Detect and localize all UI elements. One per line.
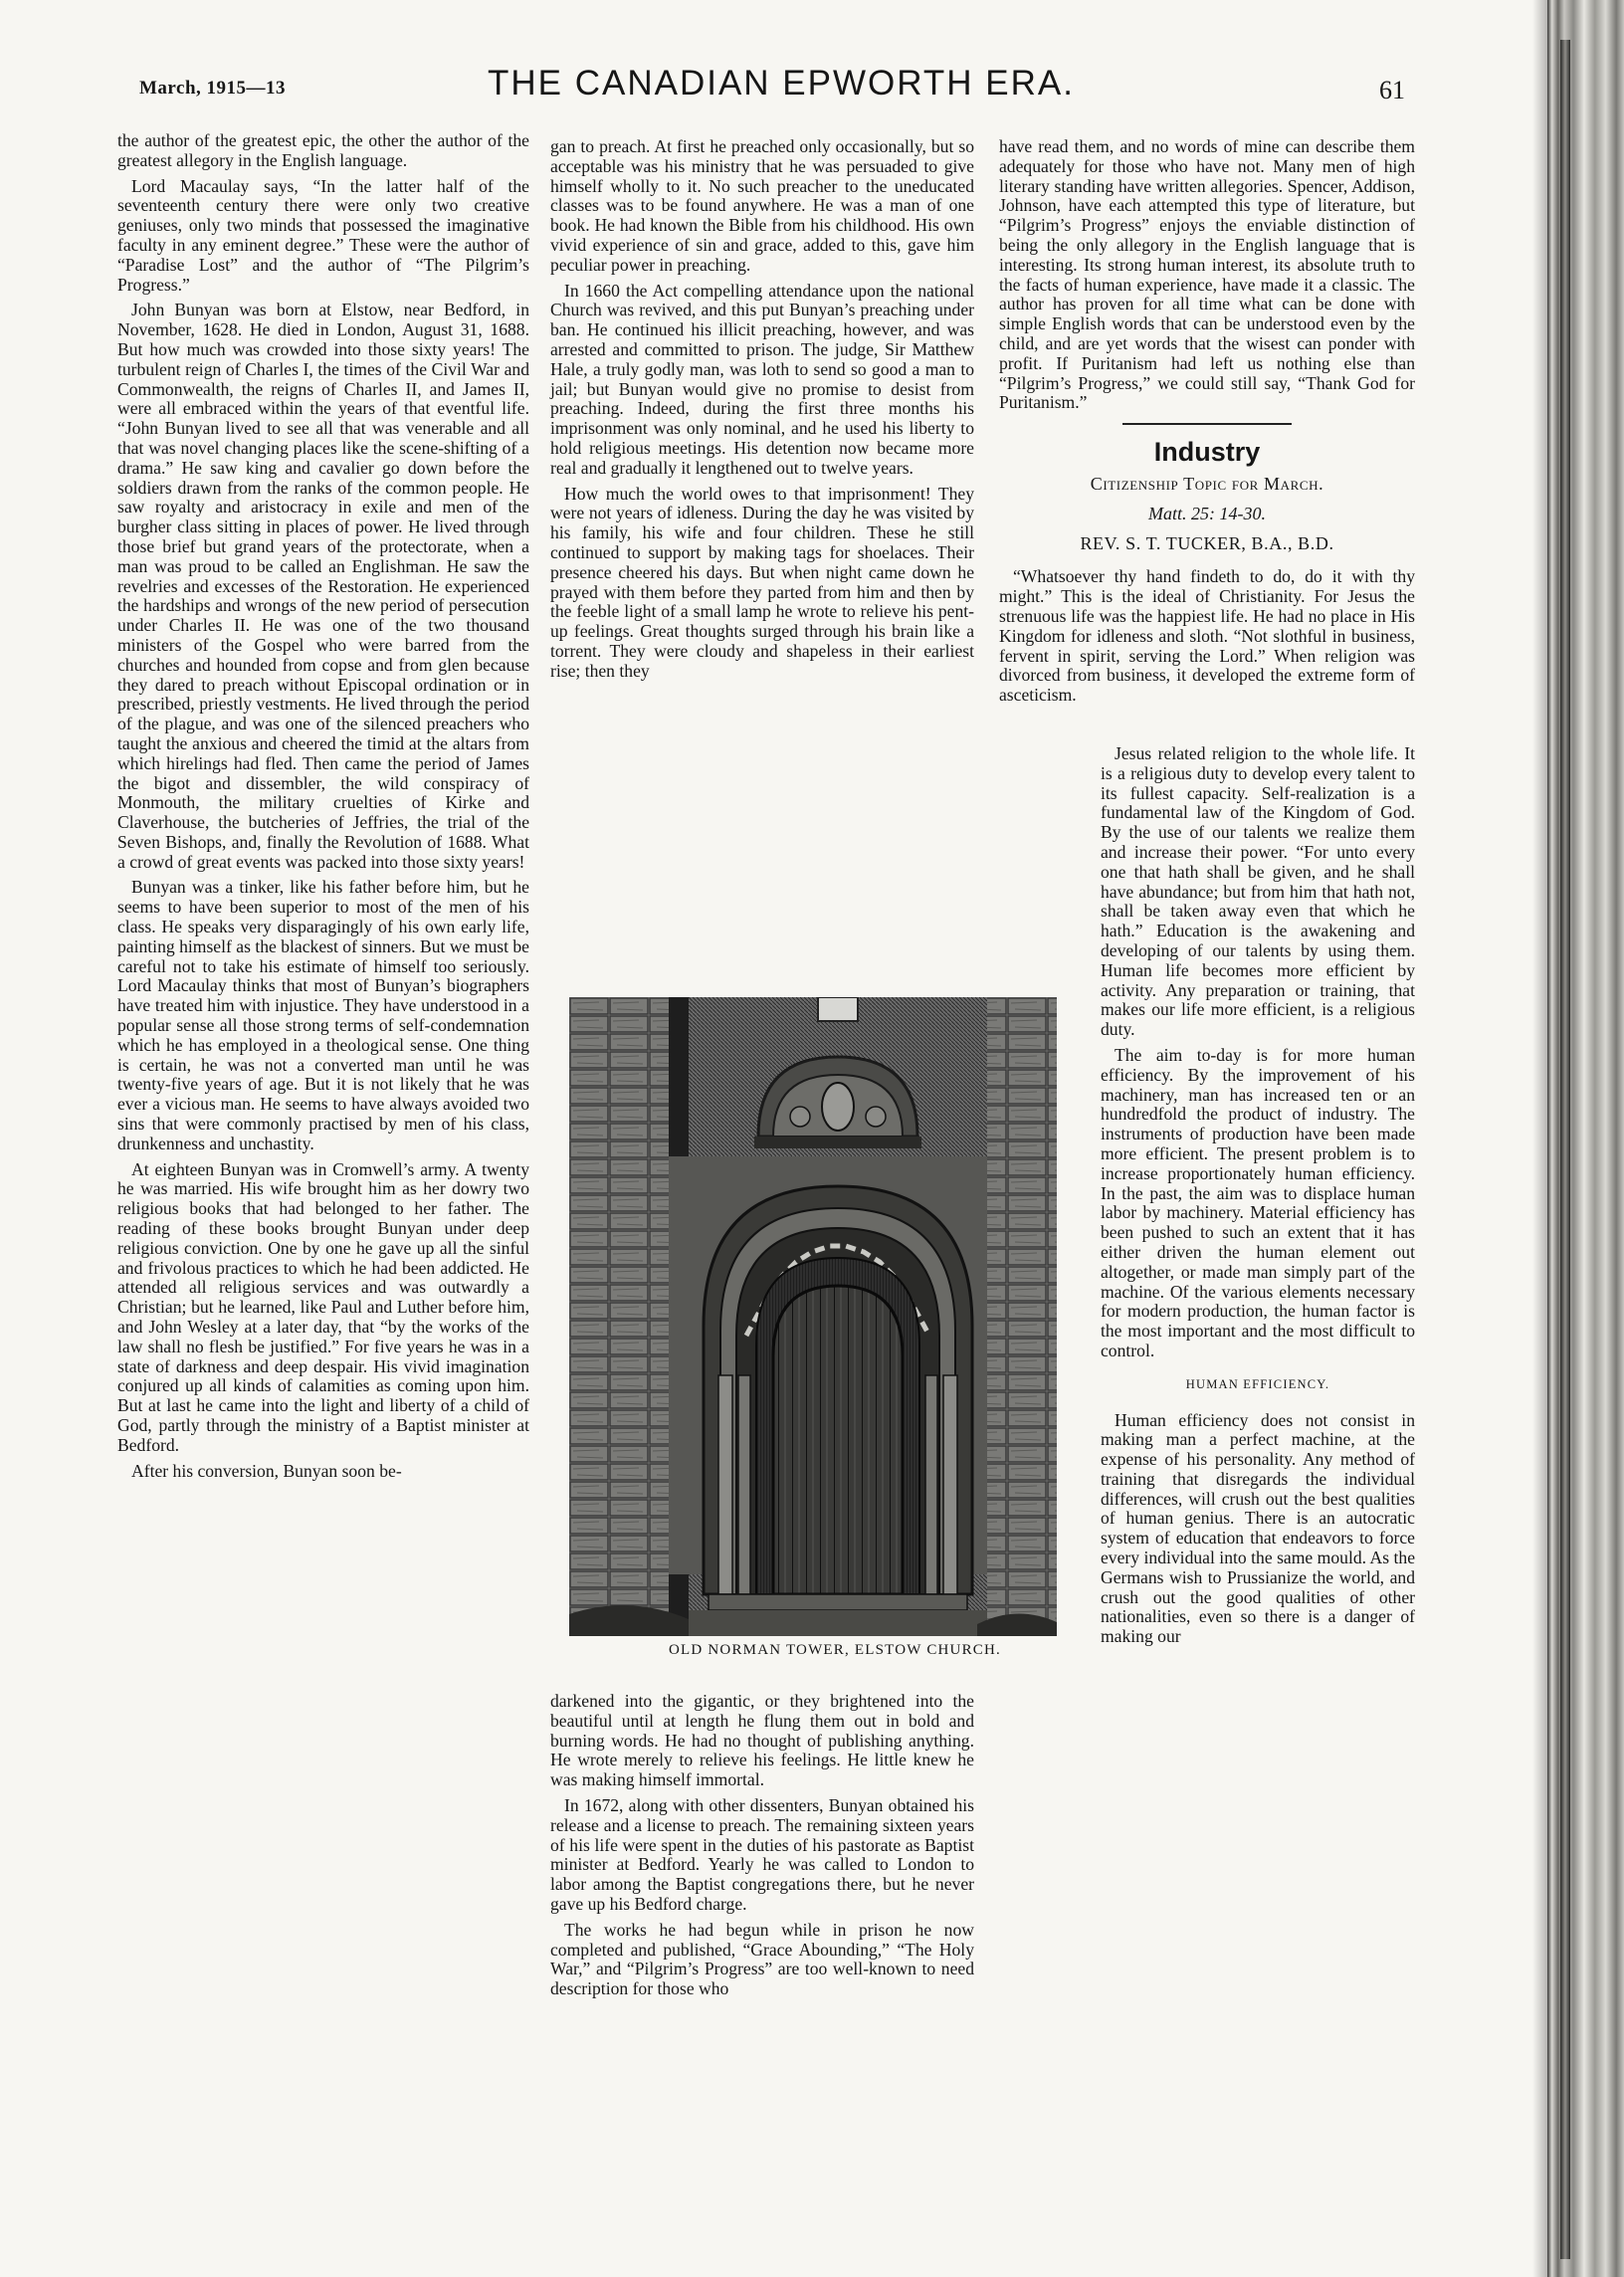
book-binding (1547, 0, 1624, 2277)
column-right-top (999, 137, 1415, 712)
running-header (0, 62, 1547, 121)
section-subheading: Citizenship Topic for March. (1090, 473, 1324, 494)
paragraph: “Whatsoever thy hand findeth to do, do it with thy might.” This is the ideal of Christianity. For Jesus the strenuous life was the happiest life. He had no place in His Kingdom for idleness and sloth. “Not slothful in business, fervent in spirit, serving the Lord.” When religion was divorced from business, it developed the extreme form of asceticism. (999, 566, 1415, 706)
section-divider (1122, 423, 1292, 425)
paragraph: In 1672, along with other dissenters, Bunyan obtained his release and a license to preach. The remaining sixteen years of his life were spent in the duties of his pastorate as Baptist minister at Bedford. Yearly he was called to London to labor among the Baptist congregations there, but he never gave up his Bedford charge. (550, 1794, 974, 1914)
figure-caption: OLD NORMAN TOWER, ELSTOW CHURCH. (669, 1642, 1001, 1658)
paragraph: In 1660 the Act compelling attendance upon the national Church was revived, and this put Bunyan’s preaching under ban. He continued his illicit preaching, however, and was arrested and committed to prison. The judge, Sir Matthew Hale, a truly godly man, was loth to send so good a man to jail; but Bunyan would give no promise to desist from preaching. Indeed, during the first three months his imprisonment was only nominal, and he used his liberty to hold religious meetings. His detention now became more real and gradually it lengthened out to twelve years. (550, 280, 974, 478)
magazine-title: THE CANADIAN EPWORTH ERA. (488, 64, 1075, 103)
paragraph: At eighteen Bunyan was in Cromwell’s army. A twenty he was married. His wife brought him as her dowry two religious books that had belonged to her father. The reading of these books brought Bunyan under deep religious conviction. One by one he gave up all the sinful and frivolous practices to which he had been addicted. He attended all religious services and was outwardly a Christian; but he learned, like Paul and Luther before him, and John Wesley at a later day, that “by the works of the law shall no flesh be justified.” For five years he was in a state of darkness and deep despair. His vivid imagination conjured up all kinds of calamities as coming upon him. But at last he came into the light and liberty of a child of God, partly through the ministry of a Baptist minister at Bedford. (117, 1158, 529, 1455)
column-right-bottom (999, 744, 1415, 1706)
paragraph: Human efficiency does not consist in making man a perfect machine, at the expense of his personality. Any method of training that disregards the individual differences, will crush out the best qualities of human genius. There is an autocratic system of education that endeavors to force every individual into the same mould. As the Germans wish to Prussianize the world, and crush out the good qualities of other nationalities, even so there is a danger of making our (1101, 1409, 1415, 1647)
paragraph: The aim to-day is for more human efficiency. By the improvement of his machinery, man has increased ten or an hundredfold the product of industry. The instruments of production have been made more efficient. The present problem is to increase proportionately human efficiency. In the past, the aim was to displace human labor by machinery. Material efficiency has been pushed to such an extent that it has either driven the human element out altogether, or made man simply part of the machine. Of the various elements necessary for modern production, the human factor is the most important and the most difficult to control. (1101, 1044, 1415, 1360)
paragraph: The works he had begun while in prison he now completed and published, “Grace Abounding,” “The Holy War,” and “Pilgrim’s Progress” are too well-known to need description for those who (550, 1919, 974, 1999)
section-heading: Industry (1153, 437, 1261, 468)
paragraph: How much the world owes to that imprisonment! They were not years of idleness. During the day he was visited by his family, his wife and four children. These he still continued to support by making tags for shoelaces. Their presence cheered his days. But when night came down he prayed with them before they parted from him and then by the feeble light of a small lamp he wrote to relieve his pent-up feelings. Great thoughts surged through his brain like a torrent. They were cloudy and shapeless in their earliest rise; then they (550, 483, 974, 681)
issue-date: March, 1915—13 (139, 78, 287, 99)
paragraph: gan to preach. At first he preached only occasionally, but so acceptable was his ministry that he was persuaded to give himself wholly to it. No such preacher to the uneducated classes was to be found anywhere. He was a man of one book. He had known the Bible from his childhood. His own vivid experience of sin and grace, added to this, gave him peculiar power in preaching. (550, 136, 974, 275)
paragraph: Lord Macaulay says, “In the latter half of the seventeenth century there were only two creative geniuses, only two minds that possessed the imaginative faculty in any eminent degree.” These were the author of “Paradise Lost” and the author of “The Pilgrim’s Progress.” (117, 175, 529, 295)
scripture-reference: Matt. 25: 14-30. (1148, 503, 1266, 523)
page-number: 61 (1379, 76, 1405, 104)
binding-edge (1560, 40, 1570, 2259)
paragraph: After his conversion, Bunyan soon be- (131, 1460, 402, 1481)
column-left (117, 131, 529, 1487)
church-doorway-engraving (569, 997, 1057, 1636)
paragraph: Bunyan was a tinker, like his father before him, but he seems to have been superior to most of the men of his class. He speaks very disparagingly of his own early life, painting himself as the blackest of sinners. But we must be careful not to take his estimate of himself too seriously. Lord Macaulay thinks that most of Bunyan’s biographers have treated him with injustice. They have understood in a popular sense all those strong terms of self-condemnation which he has employed in a theological sense. One thing is certain, he was not a converted man until he was twenty-five years of age. But it is not likely that he was ever a vicious man. He seems to have always avoided two sins that were commonly practised by men of his class, drunkenness and unchastity. (117, 877, 529, 1153)
article-author: REV. S. T. TUCKER, B.A., B.D. (1080, 532, 1334, 553)
paragraph: have read them, and no words of mine can describe them adequately for those who have not. Many men of high literary standing have written allegories. Spencer, Addison, Johnson, have each attempted this type of literature, but “Pilgrim’s Progress” enjoys the enviable distinction of being the only allegory in the English language that is interesting. Its strong human interest, its absolute truth to the facts of human experience, have made it a classic. The author has proven for all time what can be done with simple English words that can be understood even by the child, and are yet words that the wisest can ponder with profit. If Puritanism had left us nothing else than “Pilgrim’s Progress,” we could still say, “Thank God for Puritanism.” (999, 136, 1415, 413)
paragraph: the author of the greatest epic, the other the author of the greatest allegory in the English language. (117, 130, 529, 170)
column-middle-top (550, 137, 974, 688)
paragraph: darkened into the gigantic, or they brightened into the beautiful until at length he flung them out in bold and burning words. He had no thought of publishing anything. He wrote merely to relieve his feelings. He little knew he was making himself immortal. (550, 1691, 974, 1790)
paragraph: John Bunyan was born at Elstow, near Bedford, in November, 1628. He died in London, August 31, 1688. But how much was crowded into those sixty years! The turbulent reign of Charles I, the times of the Civil War and Commonwealth, the reigns of Charles II, and James II, were all embraced within the years of that eventful life. “John Bunyan lived to see all that was venerable and all that was novel changing places like the scene-shifting of a drama.” He saw king and cavalier go down before the soldiers drawn from the ranks of the common people. He saw royalty and aristocracy in exile and men of the burgher class sitting in places of power. He lived through those brief but grand years of the protectorate, when a man was proud to be called an Englishman. He saw the revelries and excesses of the Restoration. He experienced the hardships and wrongs of the new period of persecution under Charles II. He was one of the two thousand ministers of the Gospel who were barred from the churches and hounded from copse and from glen because they dared to preach without Episcopal ordination or in prescribed, priestly vestments. He lived through the period of the plague, and was one of the silenced preachers who taught the anxious and cheered the timid at the altars from which hirelings had fled. Then came the period of James the bigot and dissembler, the wild conspiracy of Monmouth, the military cruelties of Kirke and Claverhouse, the butcheries of Jeffries, the trial of the Seven Bishops, and, finally the Revolution of 1688. What a crowd of great events was packed into those sixty years! (117, 300, 529, 872)
paragraph: Jesus related religion to the whole life. It is a religious duty to develop every talent to its fullest capacity. Self-realization is a fundamental law of the Kingdom of God. By the use of our talents we realize them and increase their power. “For unto every one that hath shall be given, and he shall have abundance; but from him that hath not, shall be taken away even that which he hath.” Education is the awakening and developing of our talents by using them. Human life becomes more efficient by activity. Any preparation or training, that makes our life more efficient, is a religious duty. (1101, 743, 1415, 1040)
subsection-heading: HUMAN EFFICIENCY. (1185, 1376, 1330, 1391)
figure-wrap-space (999, 744, 1101, 1706)
column-middle-bottom (550, 1692, 974, 2005)
